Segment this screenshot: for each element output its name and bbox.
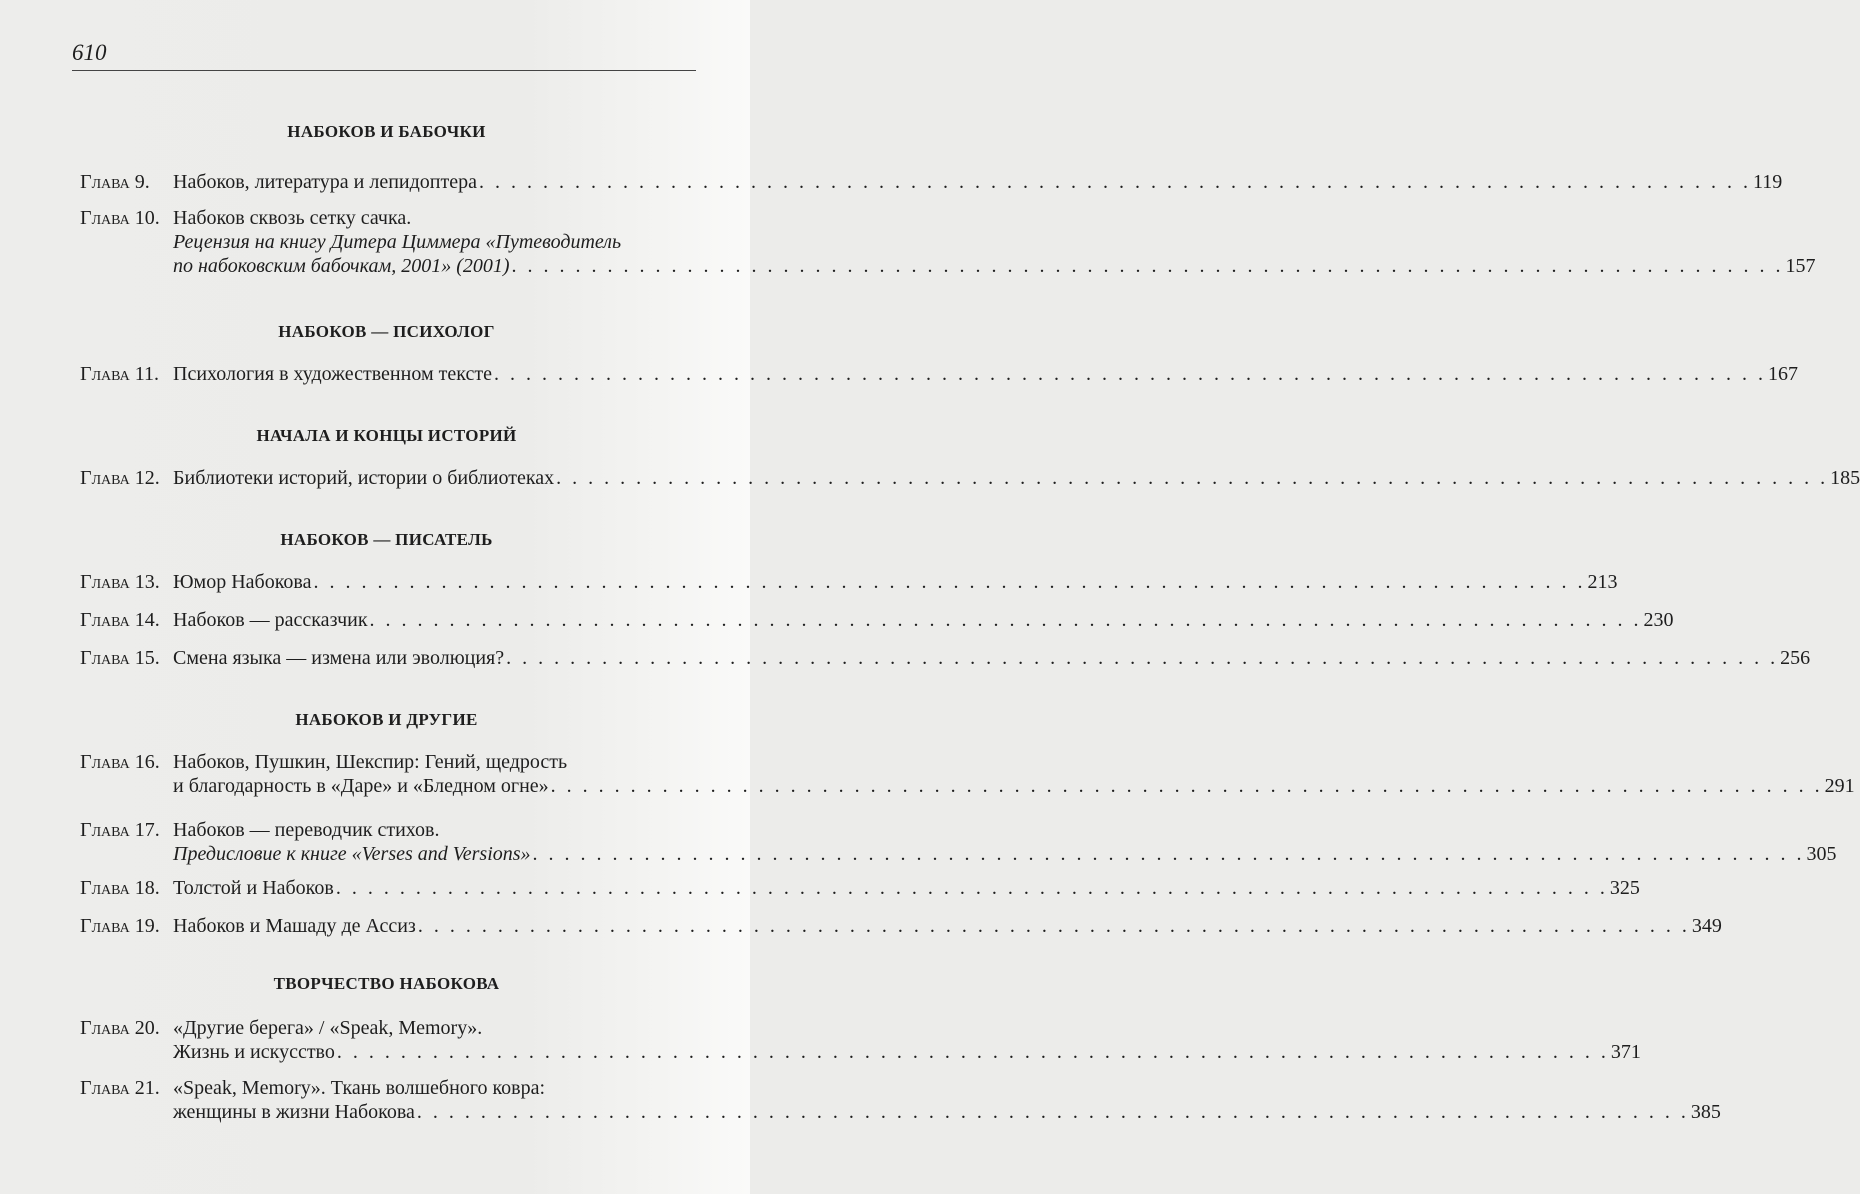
chapter-title-text: Набоков, литература и лепидоптера <box>173 171 477 193</box>
chapter-title-text: Смена языка — измена или эволюция? <box>173 647 505 669</box>
toc-entry[interactable] <box>80 646 1811 670</box>
chapter-title-text: Рецензия на книгу Дитера Циммера «Путеводитель <box>173 231 622 253</box>
chapter-label: Глава <box>80 363 130 385</box>
dot-leader: . . . . . . . . . . . . . . . . . . . . . . . . . . . . . . . . . . . . . . . . . . . . . . . . . . . . . . . . . . . . . . . . . . . . . . . . . . . . . . . . <box>556 467 1829 489</box>
chapter-index: 11. <box>134 363 159 385</box>
chapter-title-line <box>173 170 1783 194</box>
section-heading: НАБОКОВ И ДРУГИЕ <box>295 710 478 729</box>
chapter-index: 16. <box>134 751 160 773</box>
toc-entry[interactable] <box>80 914 1722 938</box>
chapter-index: 9. <box>134 171 150 193</box>
chapter-label: Глава <box>80 647 130 669</box>
chapter-label: Глава <box>80 609 130 631</box>
chapter-number <box>80 818 160 842</box>
chapter-title-block <box>173 818 1837 866</box>
toc-entry[interactable] <box>80 362 1798 386</box>
chapter-title-block <box>173 646 1811 670</box>
chapter-title-line <box>173 1016 693 1040</box>
chapter-title-text: Жизнь и искусство <box>173 1041 335 1063</box>
chapter-number <box>80 750 160 774</box>
page-reference: 371 <box>1610 1041 1641 1063</box>
chapter-index: 12. <box>134 467 160 489</box>
chapter-index: 10. <box>134 207 160 229</box>
chapter-title-line <box>173 362 1798 386</box>
chapter-title-line <box>173 230 693 254</box>
chapter-title-text: Предисловие к книге «Verses and Versions» <box>173 843 531 865</box>
chapter-title-block <box>173 608 1674 632</box>
page-reference: 325 <box>1609 877 1640 899</box>
chapter-label: Глава <box>80 877 130 899</box>
chapter-label: Глава <box>80 819 130 841</box>
chapter-number <box>80 646 160 670</box>
chapter-title-line <box>173 818 693 842</box>
page-reference: 385 <box>1690 1101 1721 1123</box>
chapter-title-text: Набоков — рассказчик <box>173 609 368 631</box>
toc-entry[interactable] <box>80 818 1837 866</box>
section-heading: НАБОКОВ — ПИСАТЕЛЬ <box>280 530 493 549</box>
chapter-index: 21. <box>134 1077 160 1099</box>
header-rule <box>72 70 696 71</box>
chapter-title-line <box>173 206 693 230</box>
chapter-title-block <box>173 362 1798 386</box>
chapter-title-text: Набоков, Пушкин, Шекспир: Гений, щедрость <box>173 751 568 773</box>
toc-entry[interactable] <box>80 1016 1641 1064</box>
chapter-index: 20. <box>134 1017 160 1039</box>
chapter-title-text: Толстой и Набоков <box>173 877 334 899</box>
dot-leader: . . . . . . . . . . . . . . . . . . . . . . . . . . . . . . . . . . . . . . . . . . . . . . . . . . . . . . . . . . . . . . . . . . . . . . . . . . . . . . . . <box>532 843 1805 865</box>
chapter-title-line <box>173 1076 693 1100</box>
chapter-title-text: «Speak, Memory». Ткань волшебного ковра: <box>173 1077 546 1099</box>
chapter-number <box>80 876 160 900</box>
chapter-title-block <box>173 170 1783 194</box>
chapter-title-block <box>173 750 1855 798</box>
chapter-index: 19. <box>134 915 160 937</box>
page-reference: 349 <box>1691 915 1722 937</box>
toc-entry[interactable] <box>80 1076 1721 1124</box>
chapter-number <box>80 362 159 386</box>
page-header <box>72 40 696 76</box>
chapter-title-line <box>173 876 1640 900</box>
chapter-index: 13. <box>134 571 160 593</box>
chapter-label: Глава <box>80 571 130 593</box>
chapter-label: Глава <box>80 751 130 773</box>
toc-entry[interactable] <box>80 206 1816 278</box>
page-reference: 119 <box>1753 171 1783 193</box>
chapter-index: 17. <box>134 819 160 841</box>
chapter-label: Глава <box>80 1077 130 1099</box>
chapter-title-line <box>173 914 1722 938</box>
chapter-title-line <box>173 570 1618 594</box>
chapter-title-line <box>173 254 1816 278</box>
section-heading: НАБОКОВ — ПСИХОЛОГ <box>278 322 495 341</box>
page-reference: 230 <box>1643 609 1674 631</box>
dot-leader: . . . . . . . . . . . . . . . . . . . . . . . . . . . . . . . . . . . . . . . . . . . . . . . . . . . . . . . . . . . . . . . . . . . . . . . . . . . . . . . . <box>479 171 1751 193</box>
page-reference: 213 <box>1587 571 1618 593</box>
chapter-number <box>80 206 160 230</box>
chapter-index: 15. <box>134 647 160 669</box>
toc-entry[interactable] <box>80 750 1855 798</box>
chapter-title-block <box>173 570 1618 594</box>
dot-leader: . . . . . . . . . . . . . . . . . . . . . . . . . . . . . . . . . . . . . . . . . . . . . . . . . . . . . . . . . . . . . . . . . . . . . . . . . . . . . . . . <box>417 915 1690 937</box>
chapter-title-line <box>173 608 1674 632</box>
chapter-label: Глава <box>80 915 130 937</box>
dot-leader: . . . . . . . . . . . . . . . . . . . . . . . . . . . . . . . . . . . . . . . . . . . . . . . . . . . . . . . . . . . . . . . . . . . . . . . . . . . . . . . . <box>550 775 1823 797</box>
chapter-title-text: Психология в художественном тексте <box>173 363 492 385</box>
dot-leader: . . . . . . . . . . . . . . . . . . . . . . . . . . . . . . . . . . . . . . . . . . . . . . . . . . . . . . . . . . . . . . . . . . . . . . . . . . . . . . . . <box>335 877 1608 899</box>
chapter-title-text: Набоков — переводчик стихов. <box>173 819 440 841</box>
page-reference: 305 <box>1806 843 1837 865</box>
chapter-index: 14. <box>134 609 160 631</box>
chapter-label: Глава <box>80 207 130 229</box>
page-number: 610 <box>72 40 107 65</box>
chapter-label: Глава <box>80 171 130 193</box>
chapter-number <box>80 170 150 194</box>
dot-leader: . . . . . . . . . . . . . . . . . . . . . . . . . . . . . . . . . . . . . . . . . . . . . . . . . . . . . . . . . . . . . . . . . . . . . . . . . . . . . . . . <box>493 363 1766 385</box>
dot-leader: . . . . . . . . . . . . . . . . . . . . . . . . . . . . . . . . . . . . . . . . . . . . . . . . . . . . . . . . . . . . . . . . . . . . . . . . . . . . . . . . <box>506 647 1779 669</box>
page-reference: 167 <box>1767 363 1798 385</box>
dot-leader: . . . . . . . . . . . . . . . . . . . . . . . . . . . . . . . . . . . . . . . . . . . . . . . . . . . . . . . . . . . . . . . . . . . . . . . . . . . . . . . . <box>369 609 1642 631</box>
dot-leader: . . . . . . . . . . . . . . . . . . . . . . . . . . . . . . . . . . . . . . . . . . . . . . . . . . . . . . . . . . . . . . . . . . . . . . . . . . . . . . . . <box>313 571 1586 593</box>
chapter-label: Глава <box>80 1017 130 1039</box>
page-reference: 185 <box>1830 467 1860 489</box>
chapter-title-text: «Другие берега» / «Speak, Memory». <box>173 1017 483 1039</box>
page-reference: 157 <box>1785 255 1816 277</box>
page-reference: 256 <box>1780 647 1811 669</box>
chapter-title-block <box>173 1016 1641 1064</box>
toc-entry[interactable] <box>80 170 1783 194</box>
chapter-title-line <box>173 646 1811 670</box>
chapter-title-text: по набоковским бабочкам, 2001» (2001) <box>173 255 510 277</box>
page-reference: 291 <box>1824 775 1855 797</box>
chapter-title-line <box>173 750 693 774</box>
chapter-title-text: Юмор Набокова <box>173 571 312 593</box>
section-heading: ТВОРЧЕСТВО НАБОКОВА <box>273 974 500 993</box>
chapter-title-text: Библиотеки историй, истории о библиотеках <box>173 467 555 489</box>
chapter-number <box>80 466 160 490</box>
chapter-title-line <box>173 1040 1641 1064</box>
chapter-title-line <box>173 1100 1721 1124</box>
toc-entry[interactable] <box>80 570 1618 594</box>
chapter-index: 18. <box>134 877 160 899</box>
chapter-title-line <box>173 774 1855 798</box>
section-heading: НАБОКОВ И БАБОЧКИ <box>287 122 486 141</box>
chapter-title-text: Набоков и Машаду де Ассиз <box>173 915 416 937</box>
dot-leader: . . . . . . . . . . . . . . . . . . . . . . . . . . . . . . . . . . . . . . . . . . . . . . . . . . . . . . . . . . . . . . . . . . . . . . . . . . . . . . . . <box>416 1101 1689 1123</box>
chapter-number <box>80 1076 160 1100</box>
chapter-title-block <box>173 466 1860 490</box>
chapter-number <box>80 608 160 632</box>
chapter-number <box>80 914 160 938</box>
chapter-number <box>80 570 160 594</box>
toc-entry[interactable] <box>80 608 1674 632</box>
chapter-title-text: женщины в жизни Набокова <box>173 1101 415 1123</box>
chapter-number <box>80 1016 160 1040</box>
dot-leader: . . . . . . . . . . . . . . . . . . . . . . . . . . . . . . . . . . . . . . . . . . . . . . . . . . . . . . . . . . . . . . . . . . . . . . . . . . . . . . . . <box>511 255 1784 277</box>
chapter-title-block <box>173 876 1640 900</box>
chapter-title-text: Набоков сквозь сетку сачка. <box>173 207 412 229</box>
toc-entry[interactable] <box>80 876 1640 900</box>
chapter-title-block <box>173 1076 1721 1124</box>
chapter-title-block <box>173 206 1816 278</box>
chapter-title-block <box>173 914 1722 938</box>
dot-leader: . . . . . . . . . . . . . . . . . . . . . . . . . . . . . . . . . . . . . . . . . . . . . . . . . . . . . . . . . . . . . . . . . . . . . . . . . . . . . . . . <box>336 1041 1609 1063</box>
chapter-title-line <box>173 466 1860 490</box>
chapter-title-text: и благодарность в «Даре» и «Бледном огне» <box>173 775 549 797</box>
toc-entry[interactable] <box>80 466 1860 490</box>
section-heading: НАЧАЛА И КОНЦЫ ИСТОРИЙ <box>256 426 517 445</box>
chapter-title-line <box>173 842 1837 866</box>
chapter-label: Глава <box>80 467 130 489</box>
